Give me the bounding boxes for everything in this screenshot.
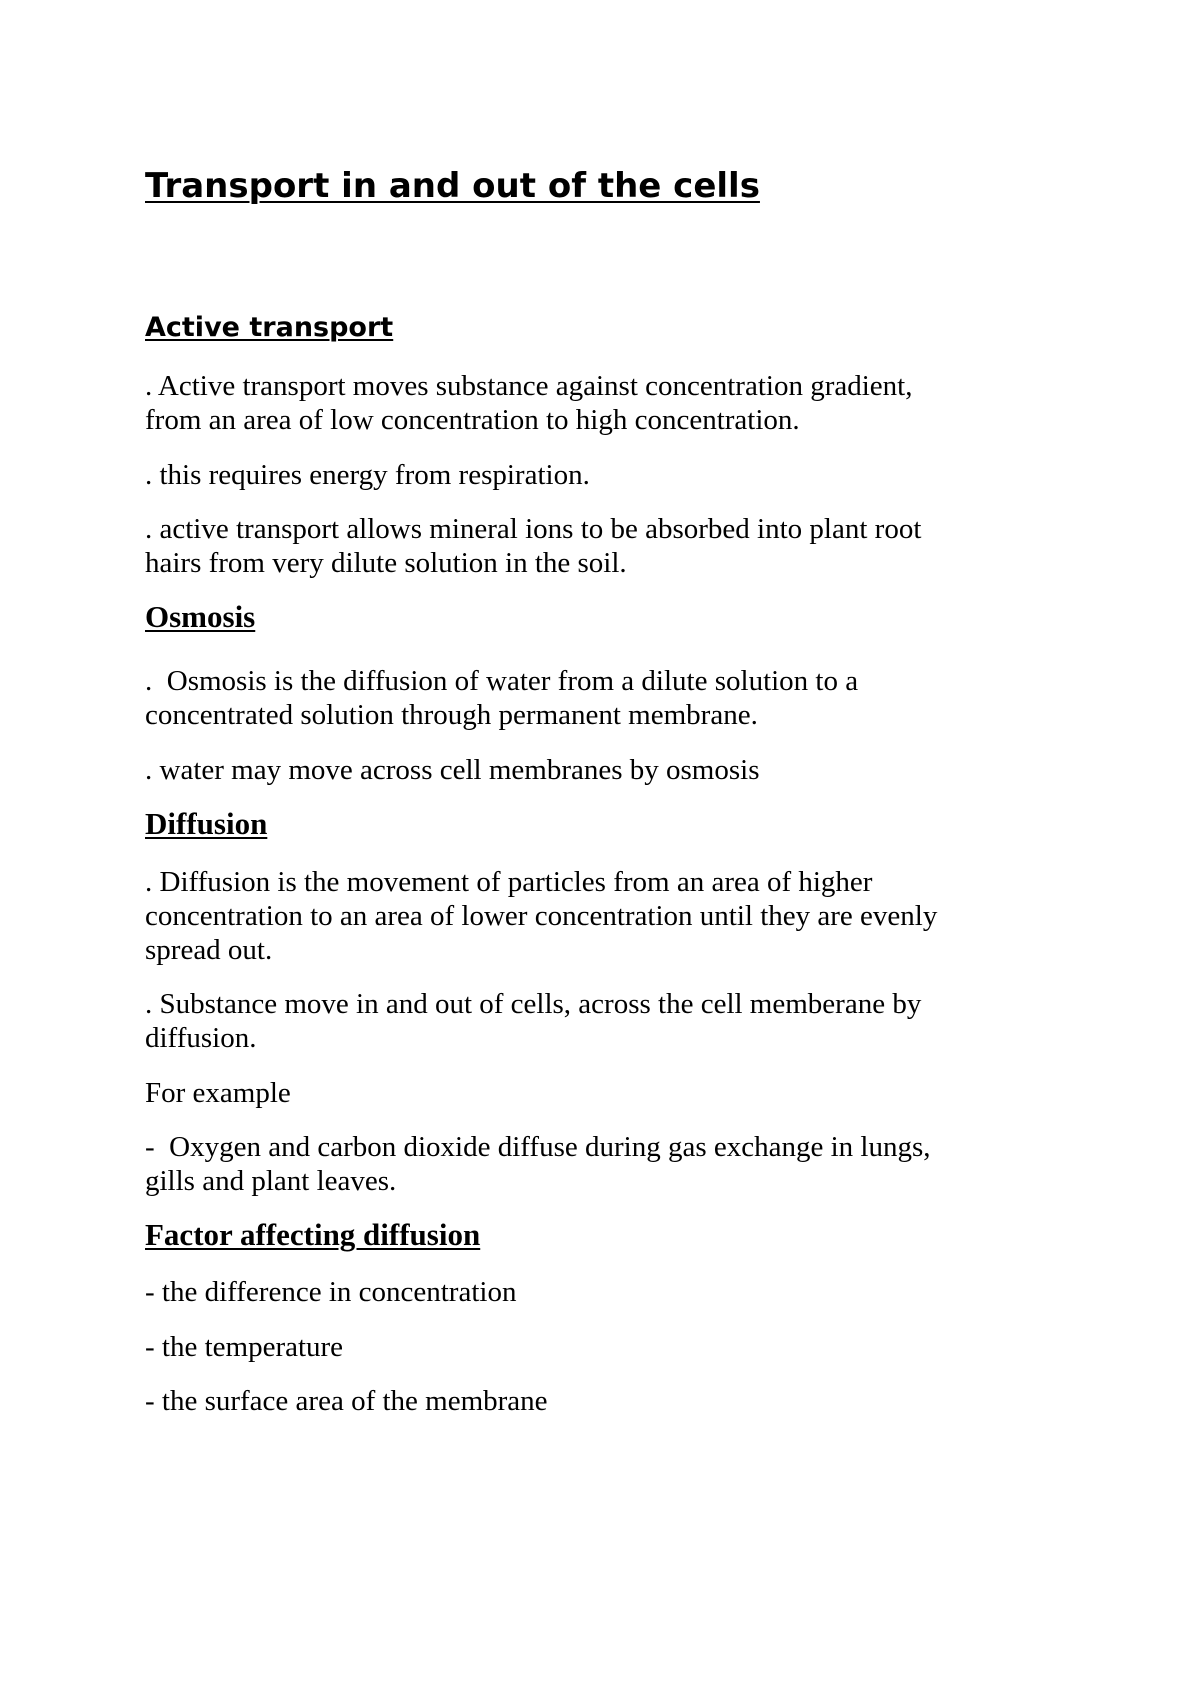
osmosis-p2: . water may move across cell membranes by osmosis [145, 754, 760, 786]
active-transport-p1-line2: from an area of low concentration to high concentration. [145, 404, 800, 436]
diffusion-p3: For example [145, 1077, 291, 1109]
diffusion-p2-line1: . Substance move in and out of cells, across the cell memberane by [145, 988, 922, 1020]
active-transport-p1-line1: . Active transport moves substance against concentration gradient, [145, 370, 913, 402]
factor-item: - the difference in concentration [145, 1276, 517, 1308]
osmosis-p1-line1: . Osmosis is the diffusion of water from a dilute solution to a [145, 665, 859, 697]
active-transport-p3-line2: hairs from very dilute solution in the soil. [145, 547, 627, 579]
heading-diffusion: Diffusion [145, 806, 268, 841]
heading-osmosis: Osmosis [145, 599, 256, 634]
osmosis-p1-line2: concentrated solution through permanent membrane. [145, 699, 758, 731]
heading-factors: Factor affecting diffusion [145, 1217, 481, 1252]
diffusion-p2-line2: diffusion. [145, 1022, 257, 1054]
diffusion-p4-line2: gills and plant leaves. [145, 1165, 397, 1197]
diffusion-p1-line3: spread out. [145, 934, 273, 966]
diffusion-p1-line2: concentration to an area of lower concentration until they are evenly [145, 900, 938, 932]
diffusion-p4-line1: - Oxygen and carbon dioxide diffuse during gas exchange in lungs, [145, 1131, 931, 1163]
active-transport-p2: . this requires energy from respiration. [145, 459, 590, 491]
factor-item: - the surface area of the membrane [145, 1385, 548, 1417]
diffusion-p1-line1: . Diffusion is the movement of particles from an area of higher [145, 866, 873, 898]
heading-active-transport: Active transport [145, 312, 394, 343]
factor-item: - the temperature [145, 1331, 344, 1363]
page-title: Transport in and out of the cells [145, 166, 760, 206]
active-transport-p3-line1: . active transport allows mineral ions to be absorbed into plant root [145, 513, 922, 545]
